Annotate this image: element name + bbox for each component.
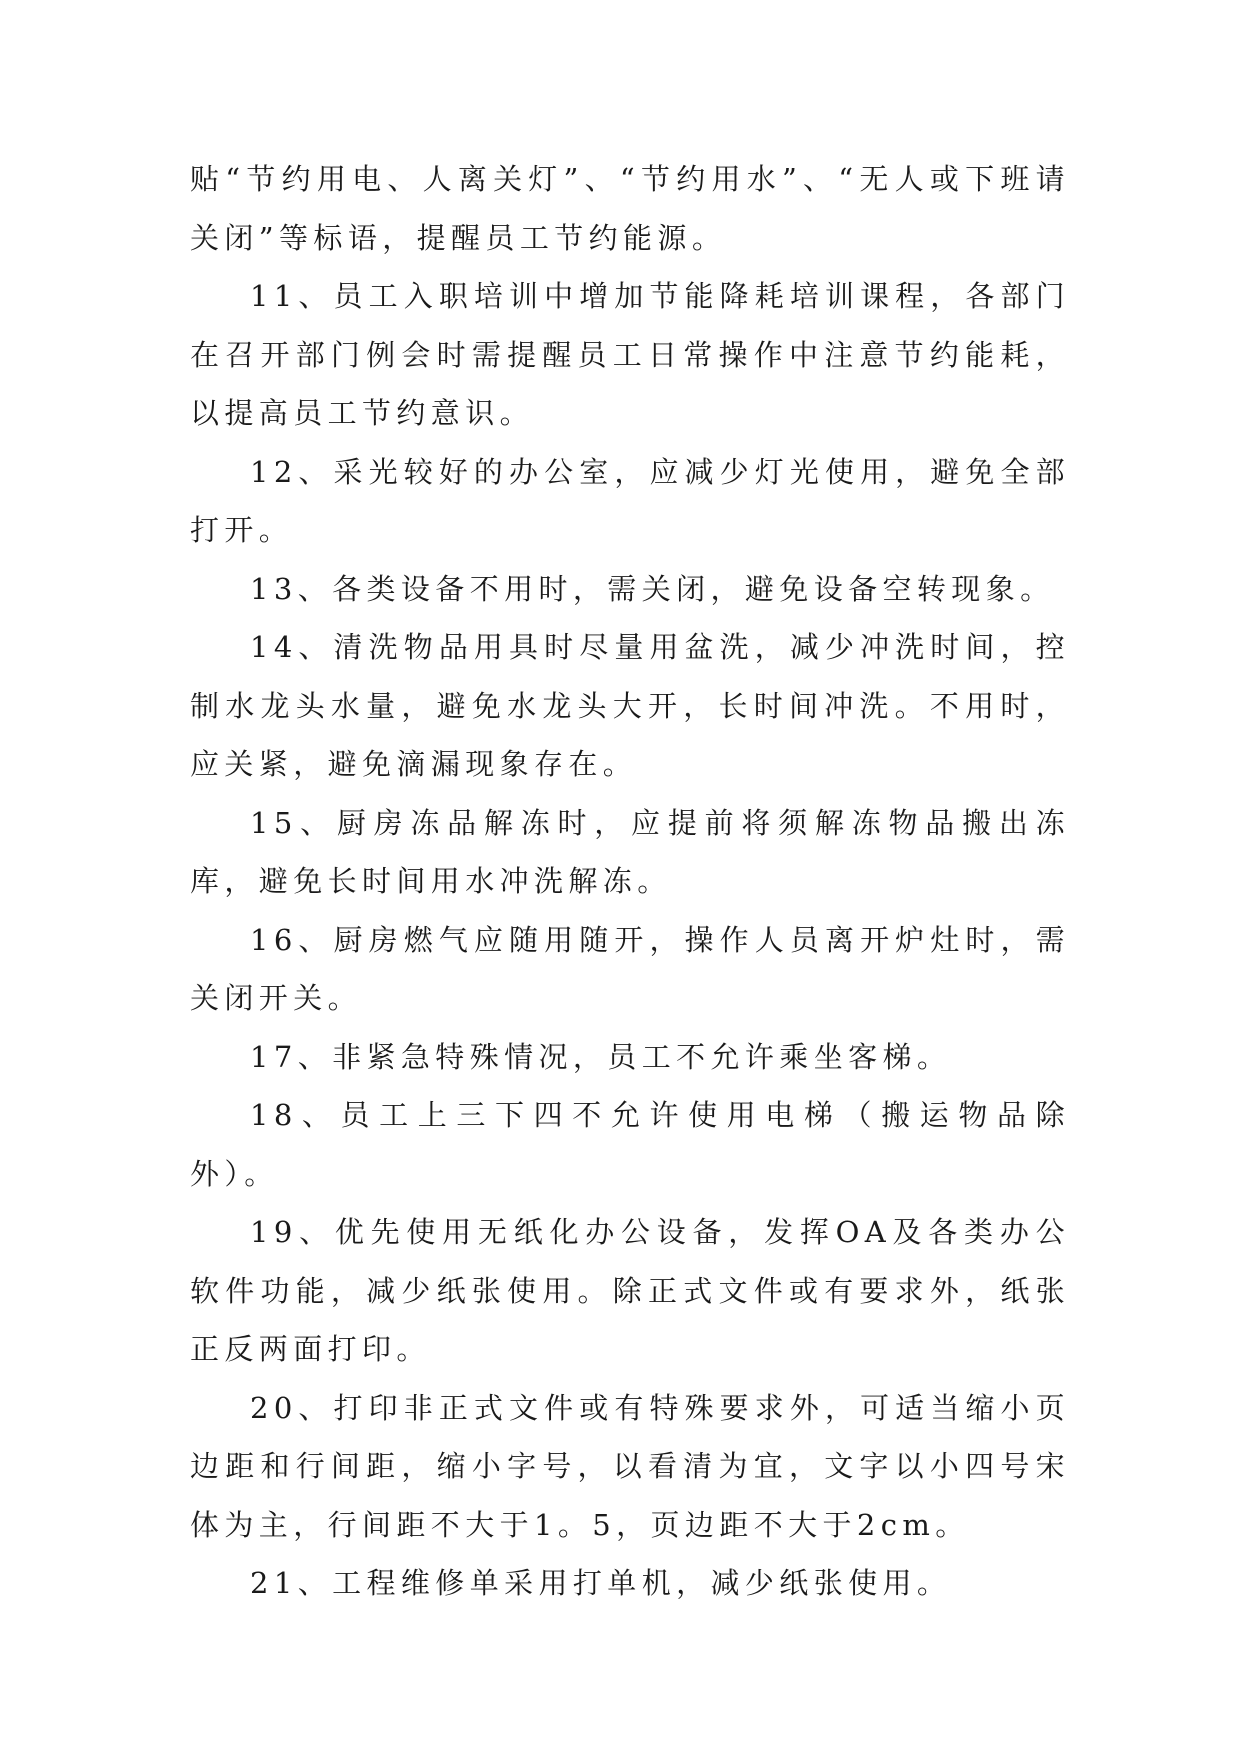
document-body xyxy=(190,150,1070,1613)
paragraph-item-14: 14、清洗物品用具时尽量用盆洗，减少冲洗时间，控制水龙头水量，避免水龙头大开，长时间冲洗。不用时，应关紧，避免滴漏现象存在。 xyxy=(190,630,1070,781)
paragraph-item-15: 15、厨房冻品解冻时，应提前将须解冻物品搬出冻库，避免长时间用水冲洗解冻。 xyxy=(190,805,1070,898)
paragraph-item-19: 19、优先使用无纸化办公设备，发挥OA及各类办公软件功能，减少纸张使用。除正式文件或有要求外，纸张正反两面打印。 xyxy=(190,1215,1070,1366)
paragraph-item-21: 21、工程维修单采用打单机，减少纸张使用。 xyxy=(250,1566,952,1600)
paragraph-item-17: 17、非紧急特殊情况，员工不允许乘坐客梯。 xyxy=(250,1039,952,1074)
paragraph-item-20: 20、打印非正式文件或有特殊要求外，可适当缩小页边距和行间距，缩小字号，以看清为宜，文字以小四号宋体为主，行间距不大于1。5，页边距不大于2cm。 xyxy=(190,1390,1070,1542)
paragraph-item-18: 18、员工上三下四不允许使用电梯（搬运物品除外）。 xyxy=(190,1098,1070,1191)
paragraph-continued: 贴“节约用电、人离关灯”、“节约用水”、“无人或下班请关闭”等标语，提醒员工节约能源。 xyxy=(190,162,1070,255)
paragraph-item-11: 11、员工入职培训中增加节能降耗培训课程，各部门在召开部门例会时需提醒员工日常操作中注意节约能耗，以提高员工节约意识。 xyxy=(190,279,1070,430)
paragraph-item-13: 13、各类设备不用时，需关闭，避免设备空转现象。 xyxy=(250,571,1055,606)
paragraph-item-16: 16、厨房燃气应随用随开，操作人员离开炉灶时，需关闭开关。 xyxy=(190,922,1070,1015)
paragraph-item-12: 12、采光较好的办公室，应减少灯光使用，避免全部打开。 xyxy=(190,454,1070,547)
